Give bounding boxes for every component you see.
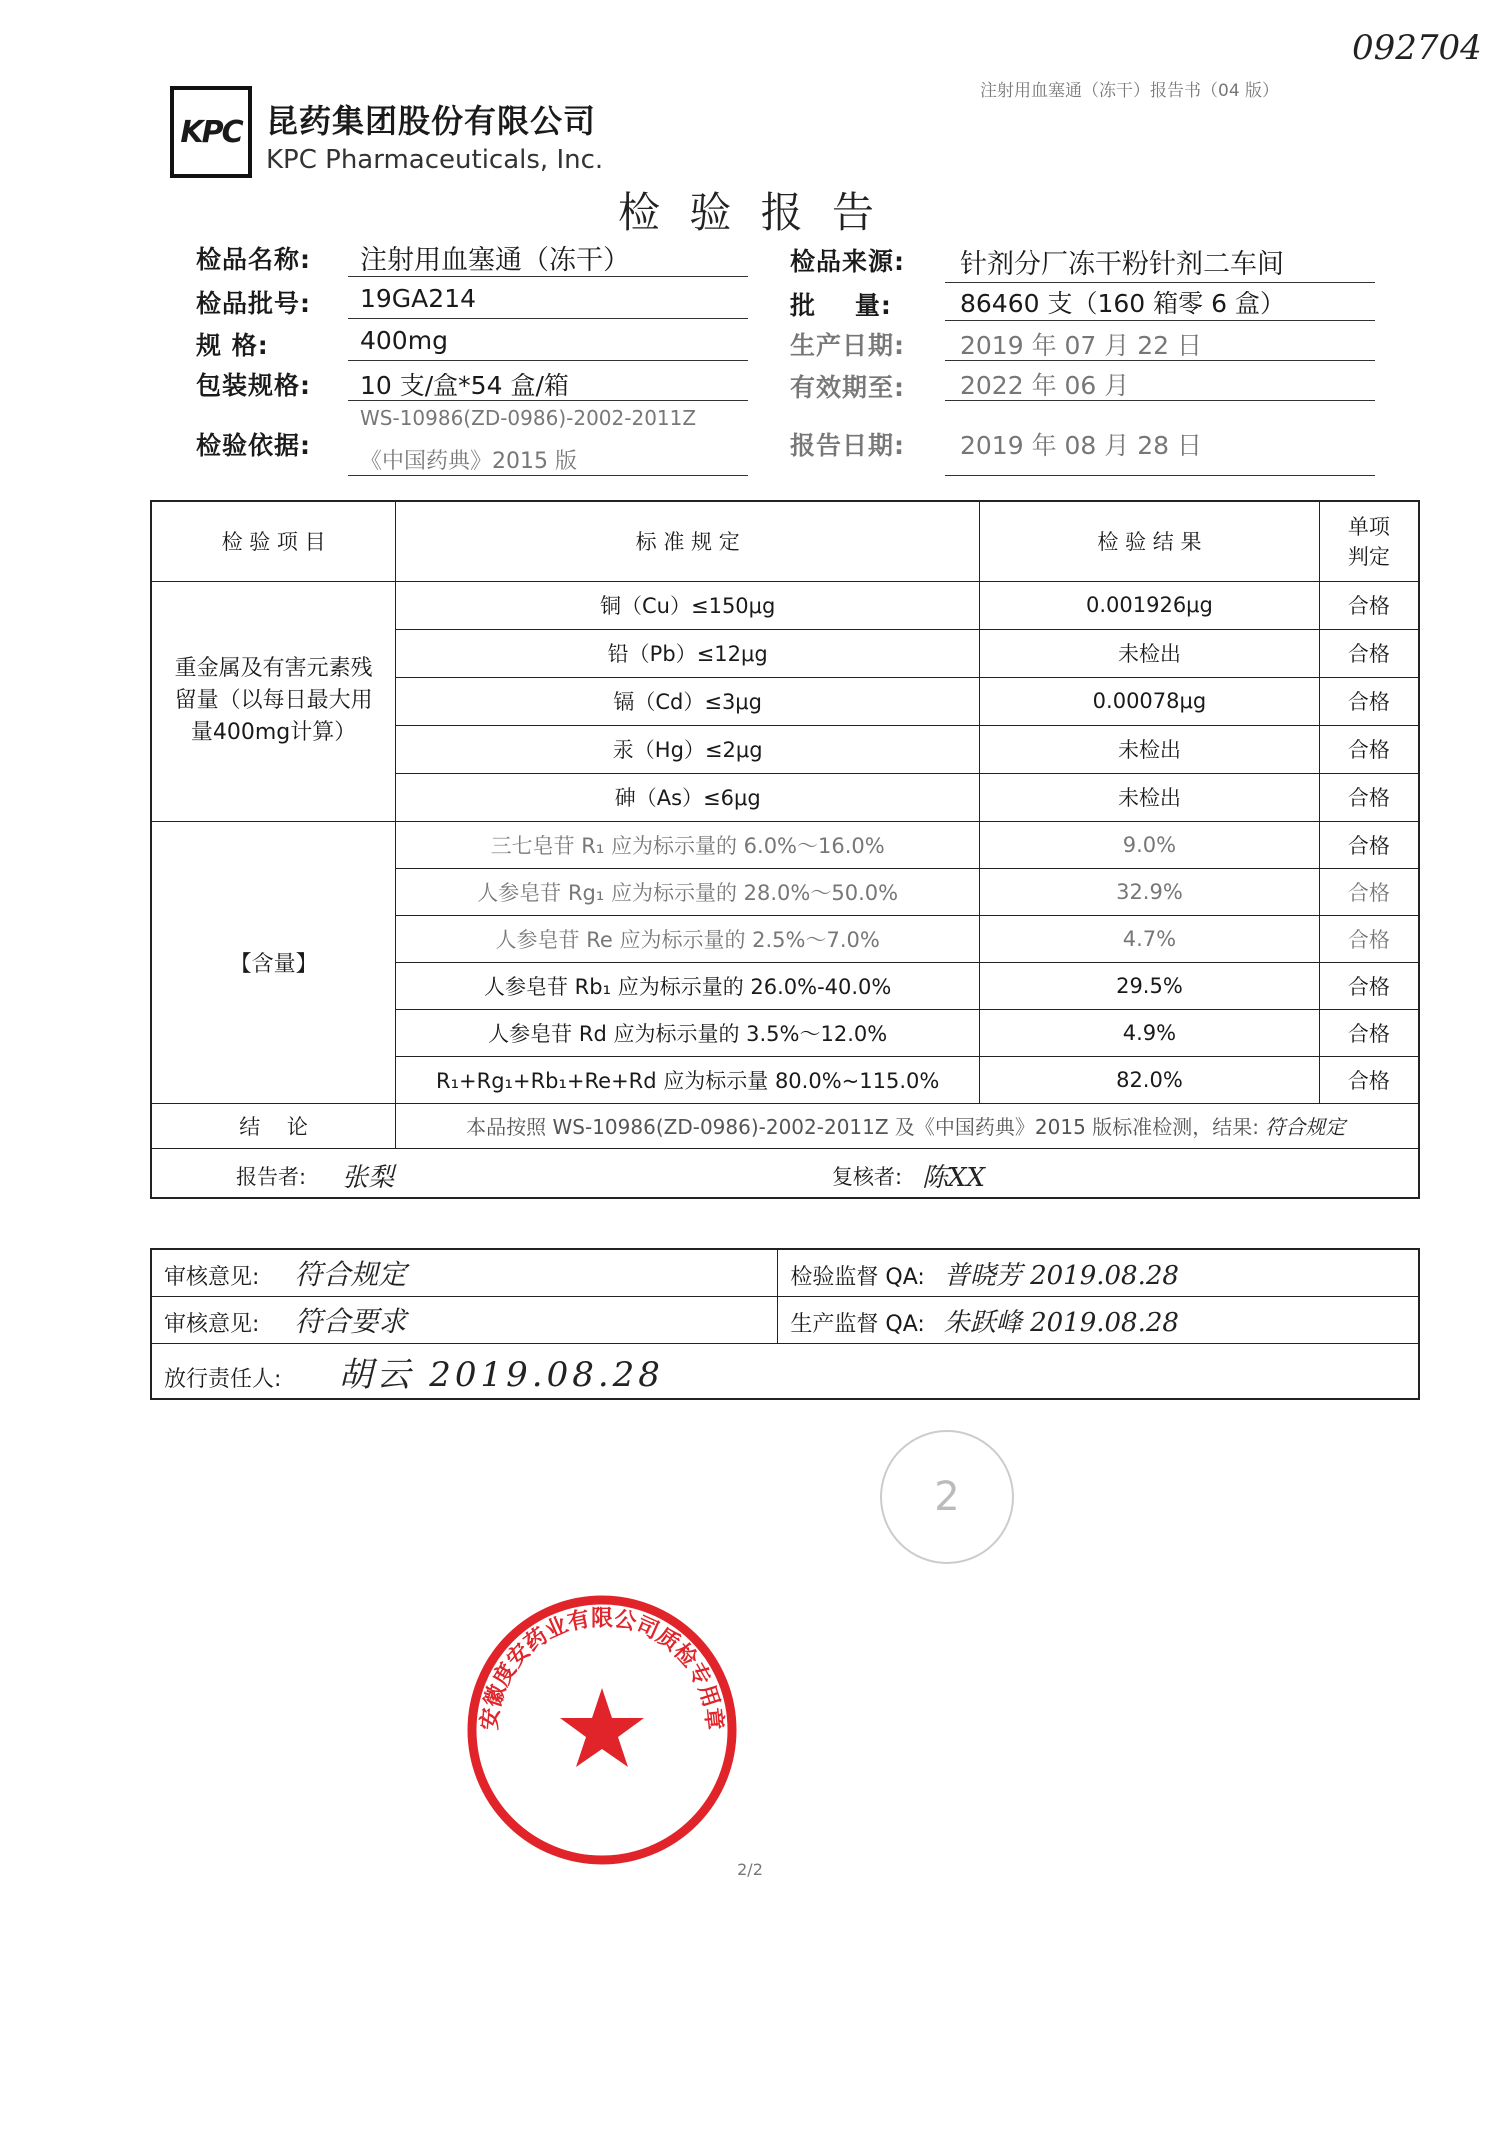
product-name-value: 注射用血塞通（冻干） [360,245,630,276]
expiry-value: 2022 年 06 月 [960,371,1130,400]
company-name-en: KPC Pharmaceuticals, Inc. [266,145,604,175]
result-cell: 82.0% [980,1056,1319,1103]
report-date-label: 报告日期: [790,431,905,460]
inspection-table [150,500,1420,1199]
standard-cell: 镉（Cd）≤3μg [396,677,980,725]
quantity-label: 批 量: [790,291,892,320]
company-logo [170,86,252,178]
release-label: 放行责任人: [164,1366,282,1392]
production-date-label: 生产日期: [790,331,905,360]
result-cell: 29.5% [980,962,1319,1009]
seal-star [560,1688,644,1767]
signature-cell [151,1148,1419,1198]
product-name-label: 检品名称: [196,245,311,274]
table-header-row [151,501,1419,581]
header-result: 检 验 结 果 [980,501,1319,581]
standard-cell: 三七皂苷 R₁ 应为标示量的 6.0%～16.0% [396,821,980,868]
standard-cell: 铜（Cu）≤150μg [396,581,980,629]
verdict-cell: 合格 [1319,677,1419,725]
document-title: 检 验 报 告 [617,188,883,237]
reporter-signature: 张梨 [342,1162,395,1193]
header-item: 检 验 项 目 [151,501,396,581]
verdict-cell: 合格 [1319,915,1419,962]
conclusion-handwritten: 符合规定 [1265,1115,1346,1139]
verdict-cell: 合格 [1319,629,1419,677]
conclusion-row [151,1103,1419,1148]
verdict-cell: 合格 [1319,773,1419,821]
result-cell: 4.7% [980,915,1319,962]
source-value: 针剂分厂冻干粉针剂二车间 [960,249,1284,280]
verdict-cell: 合格 [1319,962,1419,1009]
result-cell: 未检出 [980,629,1319,677]
quantity-value: 86460 支（160 箱零 6 盒） [960,289,1285,318]
audit-row [151,1249,1419,1297]
review1-label: 审核意见: [164,1265,260,1290]
result-cell: 未检出 [980,773,1319,821]
table-row [151,821,1419,868]
batch-no-value: 19GA214 [360,284,477,313]
conclusion-text: 本品按照 WS-10986(ZD-0986)-2002-2011Z 及《中国药典》2015 版标准检测，结果: [466,1115,1259,1139]
conclusion-cell [396,1103,1419,1148]
result-cell: 未检出 [980,725,1319,773]
audit-row [151,1297,1419,1344]
release-cell [151,1344,1419,1400]
standard-cell: 砷（As）≤6μg [396,773,980,821]
standard-cell: 人参皂苷 Rg₁ 应为标示量的 28.0%～50.0% [396,868,980,915]
verdict-cell: 合格 [1319,1009,1419,1056]
official-seal [462,1590,742,1870]
result-cell: 9.0% [980,821,1319,868]
standard-cell: 人参皂苷 Re 应为标示量的 2.5%～7.0% [396,915,980,962]
batch-no-label: 检品批号: [196,289,311,318]
faint-mark: 2 [880,1430,1014,1564]
packaging-value: 10 支/盒*54 盒/箱 [360,371,569,400]
verdict-cell: 合格 [1319,725,1419,773]
qa-inspection-label: 检验监督 QA: [790,1264,925,1290]
qa-production-label: 生产监督 QA: [790,1311,925,1337]
reviewer-signature: 陈XX [922,1162,986,1193]
review2-label: 审核意见: [164,1312,260,1337]
audit-row [151,1344,1419,1400]
qa-production-value: 朱跃峰 2019.08.28 [943,1307,1179,1338]
audit-table [150,1248,1420,1400]
header-verdict: 单项 判定 [1319,501,1419,581]
packaging-label: 包装规格: [196,371,311,400]
standard-cell: R₁+Rg₁+Rb₁+Re+Rd 应为标示量 80.0%~115.0% [396,1056,980,1103]
qa-inspection-value: 普晓芳 2019.08.28 [943,1260,1179,1291]
form-code: 注射用血塞通（冻干）报告书（04 版） [980,81,1280,101]
table-row [151,581,1419,629]
source-label: 检品来源: [790,247,905,276]
basis-label: 检验依据: [196,431,311,460]
verdict-cell: 合格 [1319,868,1419,915]
result-cell: 0.00078μg [980,677,1319,725]
review1-cell [151,1249,778,1297]
expiry-label: 有效期至: [790,373,905,402]
result-cell: 4.9% [980,1009,1319,1056]
basis-line2: 《中国药典》2015 版 [360,449,577,474]
heavy-metals-group: 重金属及有害元素残留量（以每日最大用量400mg计算） [151,581,396,821]
reviewer-label: 复核者: [832,1164,903,1189]
result-cell: 32.9% [980,868,1319,915]
standard-cell: 人参皂苷 Rb₁ 应为标示量的 26.0%-40.0% [396,962,980,1009]
review2-value: 符合要求 [294,1305,407,1338]
standard-cell: 人参皂苷 Rd 应为标示量的 3.5%～12.0% [396,1009,980,1056]
release-value: 胡云 2019.08.28 [338,1354,664,1395]
seal-text: 安徽度安药业有限公司质检专用章 [477,1606,727,1732]
corner-handwritten-code: 092704 [1352,28,1482,68]
logo-text: KPC [180,114,242,150]
spec-value: 400mg [360,326,448,355]
verdict-cell: 合格 [1319,821,1419,868]
standard-cell: 汞（Hg）≤2μg [396,725,980,773]
content-group: 【含量】 [151,821,396,1103]
reporter-label: 报告者: [236,1164,307,1189]
production-date-value: 2019 年 07 月 22 日 [960,331,1202,360]
review1-value: 符合规定 [294,1258,407,1291]
qa-production-cell [778,1297,1419,1344]
report-date-value: 2019 年 08 月 28 日 [960,431,1202,460]
result-cell: 0.001926μg [980,581,1319,629]
basis-line1: WS-10986(ZD-0986)-2002-2011Z [360,406,697,430]
spec-label: 规 格: [196,331,269,360]
verdict-cell: 合格 [1319,1056,1419,1103]
verdict-cell: 合格 [1319,581,1419,629]
signature-row [151,1148,1419,1198]
conclusion-label: 结 论 [151,1103,396,1148]
page-number: 2/2 [737,1860,763,1879]
company-name-cn: 昆药集团股份有限公司 [266,102,597,140]
standard-cell: 铅（Pb）≤12μg [396,629,980,677]
review2-cell [151,1297,778,1344]
qa-inspection-cell [778,1249,1419,1297]
header-standard: 标 准 规 定 [396,501,980,581]
